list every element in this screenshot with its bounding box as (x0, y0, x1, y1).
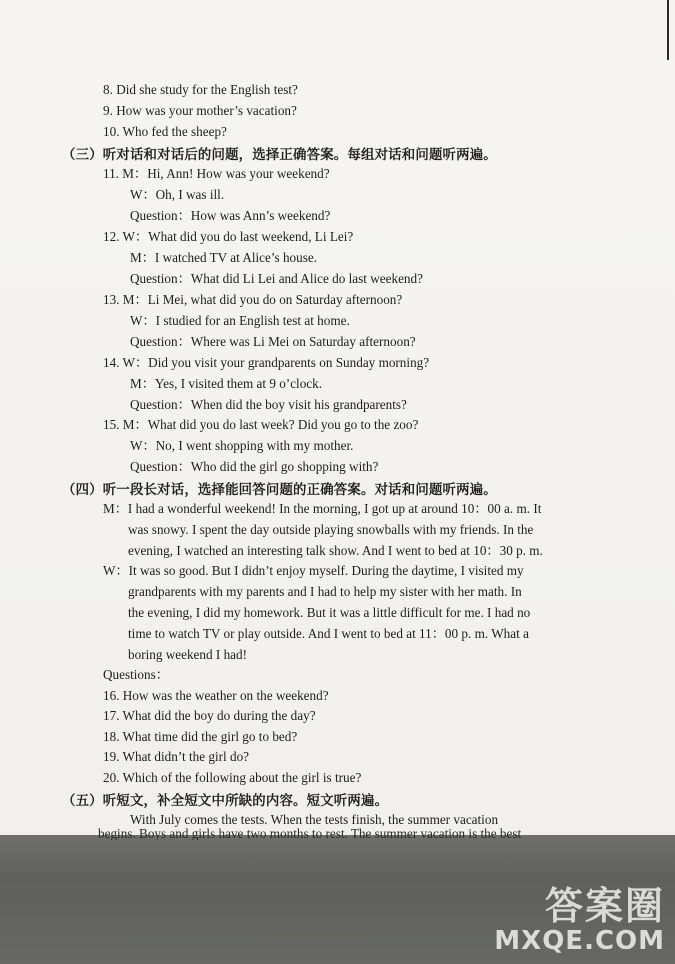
section-3-heading: （三）听对话和对话后的问题，选择正确答案。每组对话和问题听两遍。 (62, 148, 497, 163)
dialogue-12-line-1: 12. W：What did you do last weekend, Li Lei? (103, 229, 354, 244)
passage-line-2-cut: begins. Boys and girls have two months to rest. The summer vacation is the best (98, 826, 522, 840)
dialogue-14-line-2: M：Yes, I visited them at 9 o’clock. (130, 376, 323, 391)
dialogue-11-line-2: W：Oh, I was ill. (130, 187, 225, 202)
question-20: 20. Which of the following about the girl is true? (103, 770, 362, 785)
question-16: 16. How was the weather on the weekend? (103, 688, 329, 703)
dialogue-13-line-2: W：I studied for an English test at home. (130, 313, 350, 328)
question-8: 8. Did she study for the English test? (103, 82, 298, 97)
question-19: 19. What didn’t the girl do? (103, 749, 250, 764)
dialogue-14-line-1: 14. W：Did you visit your grandparents on Sunday morning? (103, 355, 430, 370)
dialogue-12-line-2: M：I watched TV at Alice’s house. (130, 250, 318, 265)
dialogue-13-question: Question：Where was Li Mei on Saturday afternoon? (130, 334, 416, 349)
section-4-heading: （四）听一段长对话，选择能回答问题的正确答案。对话和问题听两遍。 (62, 483, 497, 498)
questions-label: Questions： (103, 667, 169, 682)
watermark-text: 答案圈 (544, 884, 665, 928)
dialogue-12-question: Question：What did Li Lei and Alice do last weekend? (130, 271, 423, 286)
m-paragraph-line-3: evening, I watched an interesting talk show. And I went to bed at 10：30 p. m. (128, 543, 543, 558)
watermark-url: MXQE.COM (494, 926, 665, 956)
m-paragraph-line-1: M：I had a wonderful weekend! In the morning, I got up at around 10：00 a. m. It (103, 501, 542, 516)
watermark-logo (494, 875, 665, 956)
dialogue-14-question: Question：When did the boy visit his grandparents? (130, 397, 407, 412)
w-paragraph-line-3: the evening, I did my homework. But it was a little difficult for me. I had no (128, 605, 531, 620)
question-9: 9. How was your mother’s vacation? (103, 103, 297, 118)
section-5-heading: （五）听短文，补全短文中所缺的内容。短文听两遍。 (62, 794, 389, 809)
w-paragraph-line-2: grandparents with my parents and I had to help my sister with her math. In (128, 584, 522, 599)
dialogue-15-line-1: 15. M：What did you do last week? Did you go to the zoo? (103, 417, 419, 432)
w-paragraph-line-5: boring weekend I had! (128, 647, 248, 662)
dialogue-11-line-1: 11. M：Hi, Ann! How was your weekend? (103, 166, 330, 181)
dialogue-15-line-2: W：No, I went shopping with my mother. (130, 438, 354, 453)
question-17: 17. What did the boy do during the day? (103, 708, 316, 723)
page-edge-line (667, 0, 669, 60)
dialogue-13-line-1: 13. M：Li Mei, what did you do on Saturday afternoon? (103, 292, 403, 307)
dialogue-11-question: Question：How was Ann’s weekend? (130, 208, 331, 223)
dialogue-15-question: Question：Who did the girl go shopping with? (130, 459, 379, 474)
w-paragraph-line-4: time to watch TV or play outside. And I went to bed at 11：00 p. m. What a (128, 626, 529, 641)
m-paragraph-line-2: was snowy. I spent the day outside playing snowballs with my friends. In the (128, 522, 534, 537)
w-paragraph-line-1: W：It was so good. But I didn’t enjoy myself. During the daytime, I visited my (103, 563, 524, 578)
passage-line-1: With July comes the tests. When the tests finish, the summer vacation (130, 812, 499, 827)
question-10: 10. Who fed the sheep? (103, 124, 227, 139)
question-18: 18. What time did the girl go to bed? (103, 729, 298, 744)
